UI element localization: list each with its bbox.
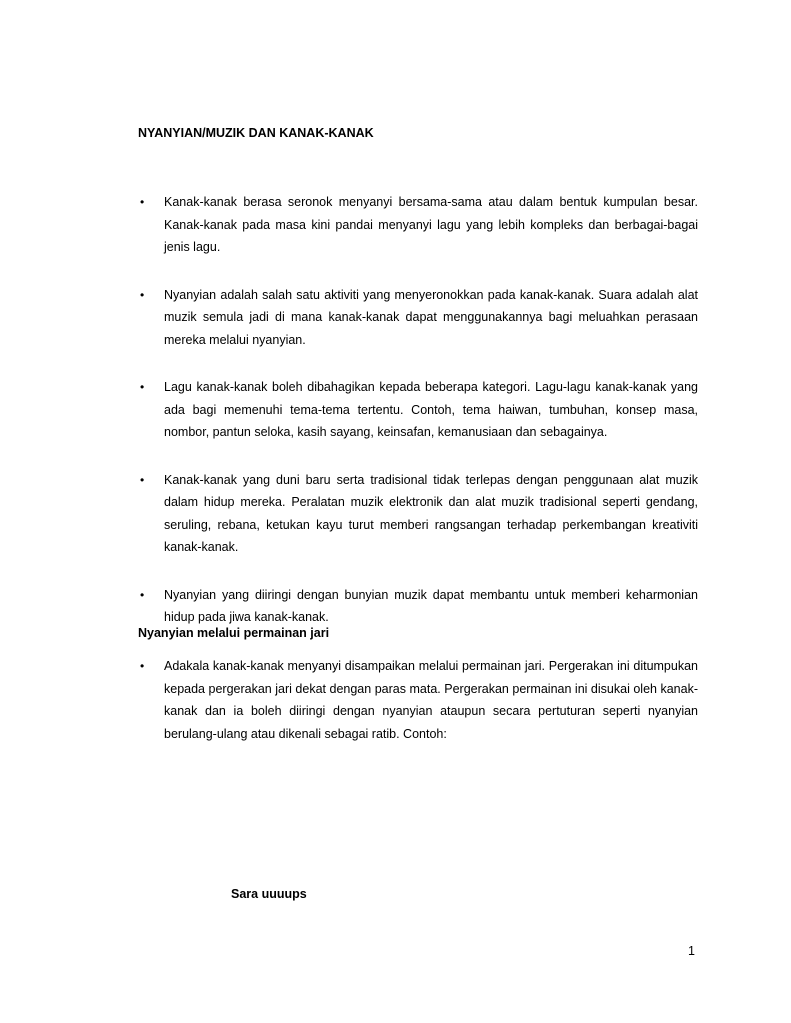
paragraph-text: Nyanyian adalah salah satu aktiviti yang menyeronokkan pada kanak-kanak. Suara adalah alat muzik semula jadi di mana kanak-kanak dapat menggunakannya bagi meluahkan perasaan mereka melalui nyanyian. (164, 287, 698, 347)
bullet-item (138, 584, 698, 629)
bullet-icon: • (140, 472, 145, 487)
bullet-item (138, 284, 698, 352)
bullet-list-finger-play (138, 655, 698, 745)
paragraph-text: Kanak-kanak yang duni baru serta tradisional tidak terlepas dengan penggunaan alat muzik dalam hidup mereka. Peralatan muzik elektronik dan alat muzik tradisional seperti gendang, seruling, rebana, ketukan kayu turut memberi rangsangan terhadap perkembangan kreativiti kanak-kanak. (164, 472, 698, 554)
bullet-item (138, 655, 698, 745)
paragraph-text: Nyanyian yang diiringi dengan bunyian muzik dapat membantu untuk memberi keharmonian hidup pada jiwa kanak-kanak. (164, 587, 698, 624)
section-heading-nyanyian-muzik: NYANYIAN/MUZIK DAN KANAK-KANAK (138, 126, 374, 140)
page-number: 1 (688, 944, 695, 958)
bullet-icon: • (140, 287, 145, 302)
bullet-item (138, 469, 698, 559)
section-heading-permainan-jari: Nyanyian melalui permainan jari (138, 626, 330, 640)
bullet-icon: • (140, 195, 145, 209)
bullet-item (138, 191, 698, 259)
bullet-item (138, 376, 698, 444)
song-title: Sara uuuups (231, 887, 307, 901)
paragraph-text: Lagu kanak-kanak boleh dibahagikan kepada beberapa kategori. Lagu-lagu kanak-kanak yang ada bagi memenuhi tema-tema tertentu. Contoh, tema haiwan, tumbuhan, konsep masa, nombor, pantun seloka, kasih sayang, keinsafan, kemanusiaan dan sebagainya. (164, 380, 698, 439)
paragraph-text: Adakala kanak-kanak menyanyi disampaikan melalui permainan jari. Pergerakan ini ditumpukan kepada pergerakan jari dekat dengan paras mata. Pergerakan permainan ini disukai oleh kanak-kanak dan ia boleh diiringi dengan nyanyian ataupun secara pertuturan seperti nyanyian berulang-ulang atau dikenali sebagai ratib. Contoh: (164, 659, 698, 741)
paragraph-text: Kanak-kanak berasa seronok menyanyi bersama-sama atau dalam bentuk kumpulan besar. Kanak-kanak pada masa kini pandai menyanyi lagu yang lebih kompleks dan berbagai-bagai jenis lagu. (164, 195, 698, 254)
bullet-icon: • (140, 380, 145, 394)
bullet-list-main (138, 191, 698, 629)
bullet-icon: • (140, 587, 145, 602)
bullet-icon: • (140, 659, 145, 673)
